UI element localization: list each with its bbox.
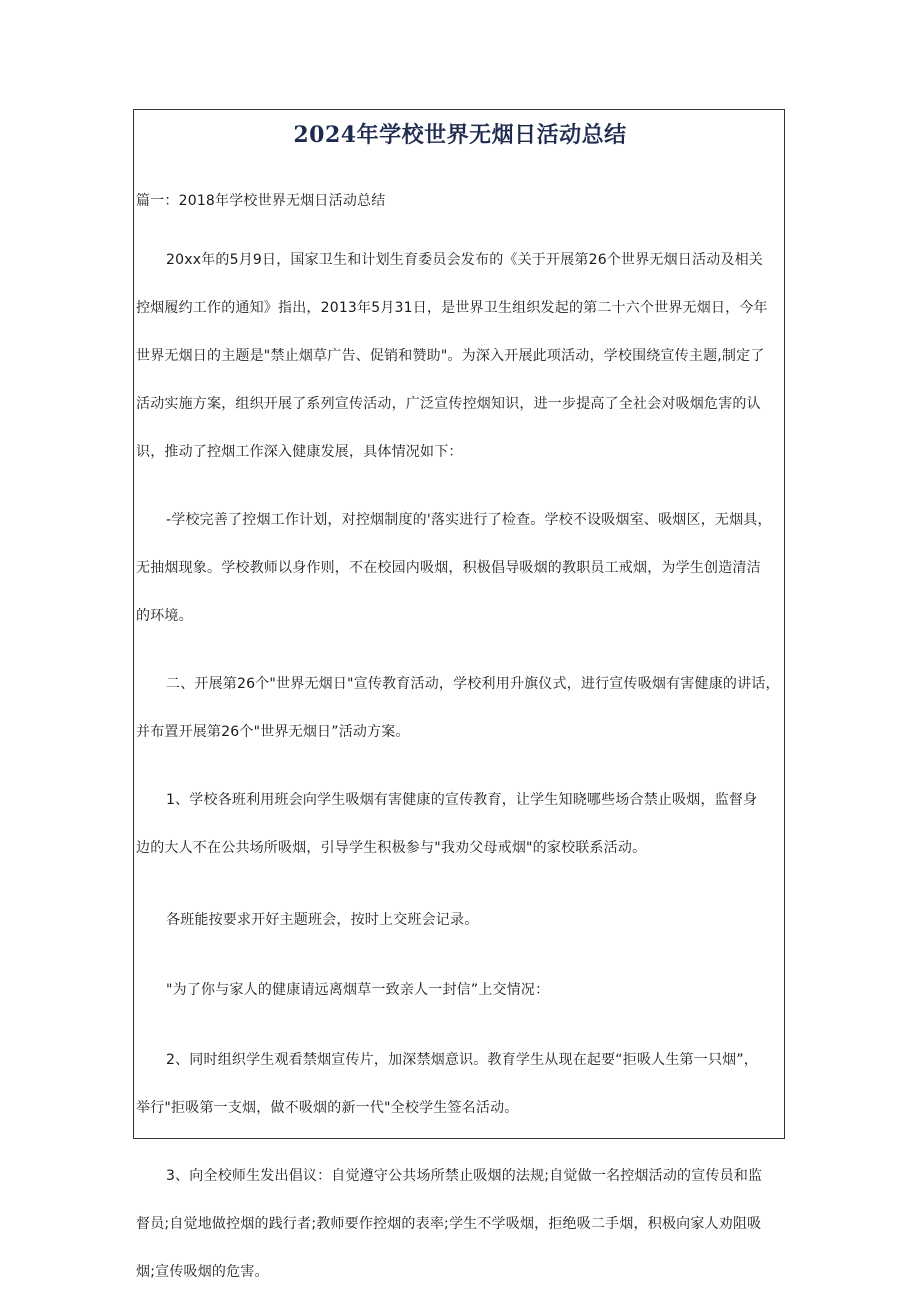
paragraph-class-meeting <box>136 896 786 944</box>
paragraph-letter-status <box>136 966 786 1014</box>
section-heading: 篇一：2018年学校世界无烟日活动总结 <box>136 193 386 209</box>
text-line: -学校完善了控烟工作计划，对控烟制度的'落实进行了检查。学校不设吸烟室、吸烟区，无烟具， <box>166 512 772 528</box>
paragraph-item-two <box>136 1036 786 1132</box>
text-line: 烟;宣传吸烟的危害。 <box>136 1264 269 1280</box>
text-line: 3、向全校师生发出倡议：自觉遵守公共场所禁止吸烟的法规;自觉做一名控烟活动的宣传员和监 <box>166 1168 763 1184</box>
text-line: 无抽烟现象。学校教师以身作则，不在校园内吸烟，积极倡导吸烟的教职员工戒烟，为学生创造清洁 <box>136 560 761 576</box>
document-title: 2024年学校世界无烟日活动总结 <box>293 122 627 148</box>
text-line: 督员;自觉地做控烟的践行者;教师要作控烟的表率;学生不学吸烟，拒绝吸二手烟，积极向家人劝阻吸 <box>136 1216 762 1232</box>
paragraph-intro <box>136 236 786 476</box>
paragraph-section-two <box>136 660 786 756</box>
paragraph-plan <box>136 496 786 640</box>
text-line: 1、学校各班利用班会向学生吸烟有害健康的宣传教育，让学生知晓哪些场合禁止吸烟，监督身 <box>166 792 758 808</box>
text-line: 边的大人不在公共场所吸烟，引导学生积极参与"我劝父母戒烟"的家校联系活动。 <box>136 840 647 856</box>
text-line: 20xx年的5月9日，国家卫生和计划生育委员会发布的《关于开展第26个世界无烟日活动及相关 <box>166 252 764 268</box>
document-body <box>136 188 786 1296</box>
paragraph-item-one <box>136 776 786 872</box>
text-line: "为了你与家人的健康请远离烟草一致亲人一封信”上交情况： <box>166 982 550 998</box>
paragraph-item-three <box>136 1152 786 1296</box>
text-line: 世界无烟日的主题是"禁止烟草广告、促销和赞助"。为深入开展此项活动，学校围绕宣传主题,制定了 <box>136 348 765 364</box>
text-line: 举行"拒吸第一支烟，做不吸烟的新一代"全校学生签名活动。 <box>136 1100 519 1116</box>
text-line: 识，推动了控烟工作深入健康发展，具体情况如下： <box>136 444 463 460</box>
text-line: 二、开展第26个"世界无烟日"宣传教育活动，学校利用升旗仪式，进行宣传吸烟有害健康的讲话， <box>166 676 780 692</box>
text-line: 的环境。 <box>136 608 193 624</box>
text-line: 2、同时组织学生观看禁烟宣传片，加深禁烟意识。教育学生从现在起要“拒吸人生第一只烟”， <box>166 1052 759 1068</box>
text-line: 活动实施方案，组织开展了系列宣传活动，广泛宣传控烟知识，进一步提高了全社会对吸烟危害的认 <box>136 396 761 412</box>
text-line: 控烟履约工作的通知》指出，2013年5月31日，是世界卫生组织发起的第二十六个世界无烟日，今年 <box>136 300 768 316</box>
text-line: 并布置开展第26个"世界无烟日”活动方案。 <box>136 724 410 740</box>
text-line: 各班能按要求开好主题班会，按时上交班会记录。 <box>166 912 479 928</box>
